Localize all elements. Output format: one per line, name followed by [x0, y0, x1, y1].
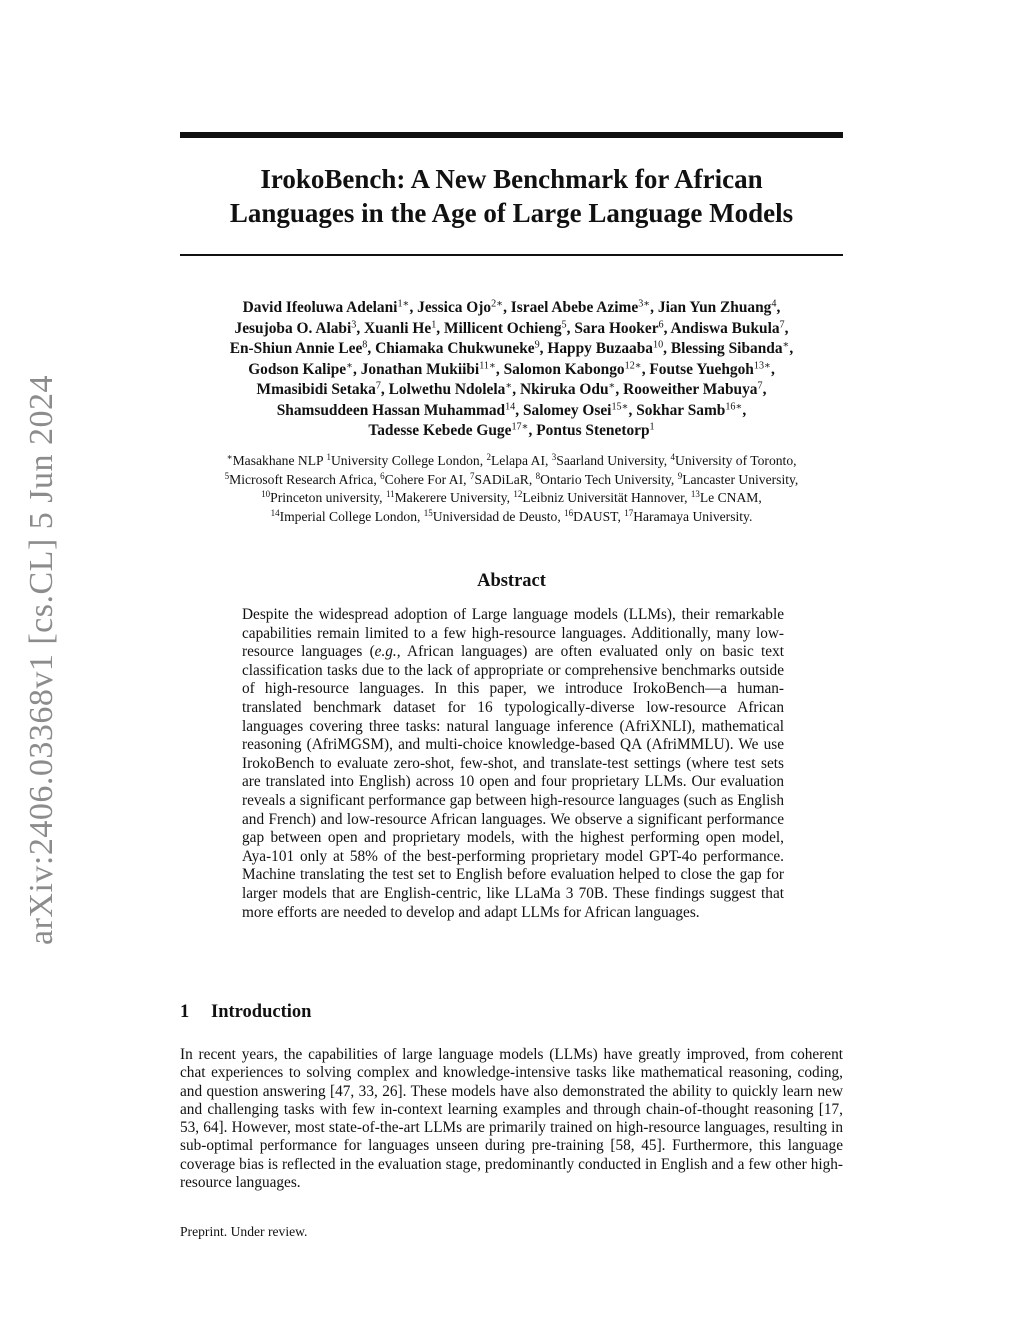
author: Sokhar Samb$^{16∗}$, — [636, 400, 747, 419]
author: Mmasibidi Setaka$^7$, — [256, 380, 389, 398]
affiliation: $^1$University College London, — [326, 452, 487, 468]
title-bottom-rule — [180, 254, 843, 256]
introduction-text: In recent years, the capabilities of large language models (LLMs) have greatly improved, from coherent chat experiences to solving complex and knowledge-intensive tasks like mathematical reasoning, coding, and question answering [47, 33, 26]. These models have also demonstrated the ability to quickly learn new and challenging tasks with few in-context learning examples and through chain-of-thought reasoning [17, 53, 64]. However, most state-of-the-art LLMs are primarily trained on high-resource languages, resulting in sub-optimal performance for languages unseen during pre-training [58, 45]. Furthermore, this language coverage bias is reflected in the evaluation stage, predominantly conducted in English and a few other high-resource languages. — [180, 1046, 843, 1192]
author: Andiswa Bukula$^7$, — [670, 318, 789, 337]
author: Jesujoba O. Alabi$^3$, — [234, 318, 365, 337]
arxiv-identifier: arXiv:2406.03368v1 [cs.CL] 5 Jun 2024 — [23, 374, 60, 946]
author: Salomey Osei$^{15∗}$, — [522, 400, 637, 419]
author: Rooweither Mabuya$^7$, — [623, 380, 767, 398]
author: Xuanli He$^1$, — [364, 318, 444, 337]
author: Shamsuddeen Hassan Muhammad$^{14}$, — [276, 400, 523, 419]
affiliation: $^{10}$Princeton university, — [261, 489, 386, 506]
title-line-1: IrokoBench: A New Benchmark for African — [260, 164, 763, 194]
section-number: 1 — [180, 1002, 190, 1022]
affiliation: $^6$Cohere For AI, — [380, 470, 470, 487]
affiliation: $^{16}$DAUST, — [564, 507, 625, 524]
author: Happy Buzaaba$^{10}$, — [547, 339, 671, 357]
section-heading-introduction — [180, 1002, 843, 1023]
author: Godson Kalipe∗, — [248, 359, 361, 378]
affiliation: $^8$Ontario Tech University, — [535, 470, 678, 487]
author: Lolwethu Ndolela∗, — [388, 380, 520, 398]
affiliation: $^5$Microsoft Research Africa, — [224, 470, 381, 487]
author: Millicent Ochieng$^5$, — [443, 318, 575, 337]
preprint-footer: Preprint. Under review. — [180, 1224, 308, 1239]
paper-title — [180, 162, 843, 230]
affiliation-list — [180, 452, 843, 526]
affiliation: ∗Masakhane NLP — [226, 452, 324, 468]
affiliation: $^{14}$Imperial College London, — [270, 507, 424, 524]
section-title: Introduction — [211, 1002, 312, 1022]
affiliation: $^2$Lelapa AI, — [486, 452, 552, 468]
affiliation: $^{11}$Makerere University, — [385, 489, 514, 506]
affiliation: $^9$Lancaster University, — [677, 470, 799, 487]
affiliation: $^3$Saarland University, — [551, 452, 671, 468]
affiliation: $^4$University of Toronto, — [670, 452, 797, 468]
title-line-2: Languages in the Age of Large Language Models — [229, 198, 794, 228]
author: Sara Hooker$^6$, — [574, 318, 671, 337]
author: Blessing Sibanda∗, — [670, 339, 794, 357]
author: Jessica Ojo$^{2∗}$, — [417, 298, 511, 316]
author: Chiamaka Chukwuneke$^9$, — [375, 339, 548, 357]
author: Nkiruka Odu∗, — [519, 380, 624, 398]
affiliation: $^7$SADiLaR, — [469, 470, 536, 487]
author: Israel Abebe Azime$^{3∗}$, — [510, 298, 658, 316]
author: David Ifeoluwa Adelani$^{1∗}$, — [242, 298, 418, 316]
author: Jian Yun Zhuang$^4$, — [657, 298, 781, 316]
affiliation: $^{12}$Leibniz Universität Hannover, — [513, 489, 691, 506]
author: Foutse Yuehgoh$^{13∗}$, — [649, 359, 775, 378]
author: Tadesse Kebede Guge$^{17∗}$, — [368, 421, 537, 439]
author: En-Shiun Annie Lee$^8$, — [229, 339, 376, 357]
author: Pontus Stenetorp$^1$ — [536, 421, 655, 439]
affiliation: $^{15}$Universidad de Deusto, — [423, 507, 565, 524]
title-top-rule — [180, 132, 843, 138]
author: Salomon Kabongo$^{12∗}$, — [503, 359, 650, 378]
author-list — [180, 298, 843, 442]
affiliation: $^{17}$Haramaya University. — [624, 507, 753, 524]
abstract-text: Despite the widespread adoption of Large language models (LLMs), their remarkable capabilities remain limited to a few high-resource languages. Additionally, many low-resource languages (e.g., African languages) are often evaluated only on basic text classification tasks due to the lack of appropriate or comprehensive benchmarks outside of high-resource languages. In this paper, we introduce IrokoBench—a human-translated benchmark dataset for 16 typologically-diverse low-resource African languages covering three tasks: natural language inference (AfriXNLI), mathematical reasoning (AfriMGSM), and multi-choice knowledge-based QA (AfriMMLU). We use IrokoBench to evaluate zero-shot, few-shot, and translate-test settings (where test sets are translated into English) across 10 open and four proprietary LLMs. Our evaluation reveals a significant performance gap between high-resource languages (such as English and French) and low-resource African languages. We observe a significant performance gap between open and proprietary models, with the highest performing open model, Aya-101 only at 58% of the best-performing proprietary model GPT-4o performance. Machine translating the test set to English before evaluation helped to close the gap for larger models that are English-centric, like LLaMa 3 70B. These findings suggest that more efforts are needed to develop and adapt LLMs for African languages. — [242, 606, 784, 921]
author: Jonathan Mukiibi$^{11∗}$, — [360, 359, 504, 378]
abstract-heading: Abstract — [477, 571, 546, 591]
affiliation: $^{13}$Le CNAM, — [690, 489, 762, 506]
